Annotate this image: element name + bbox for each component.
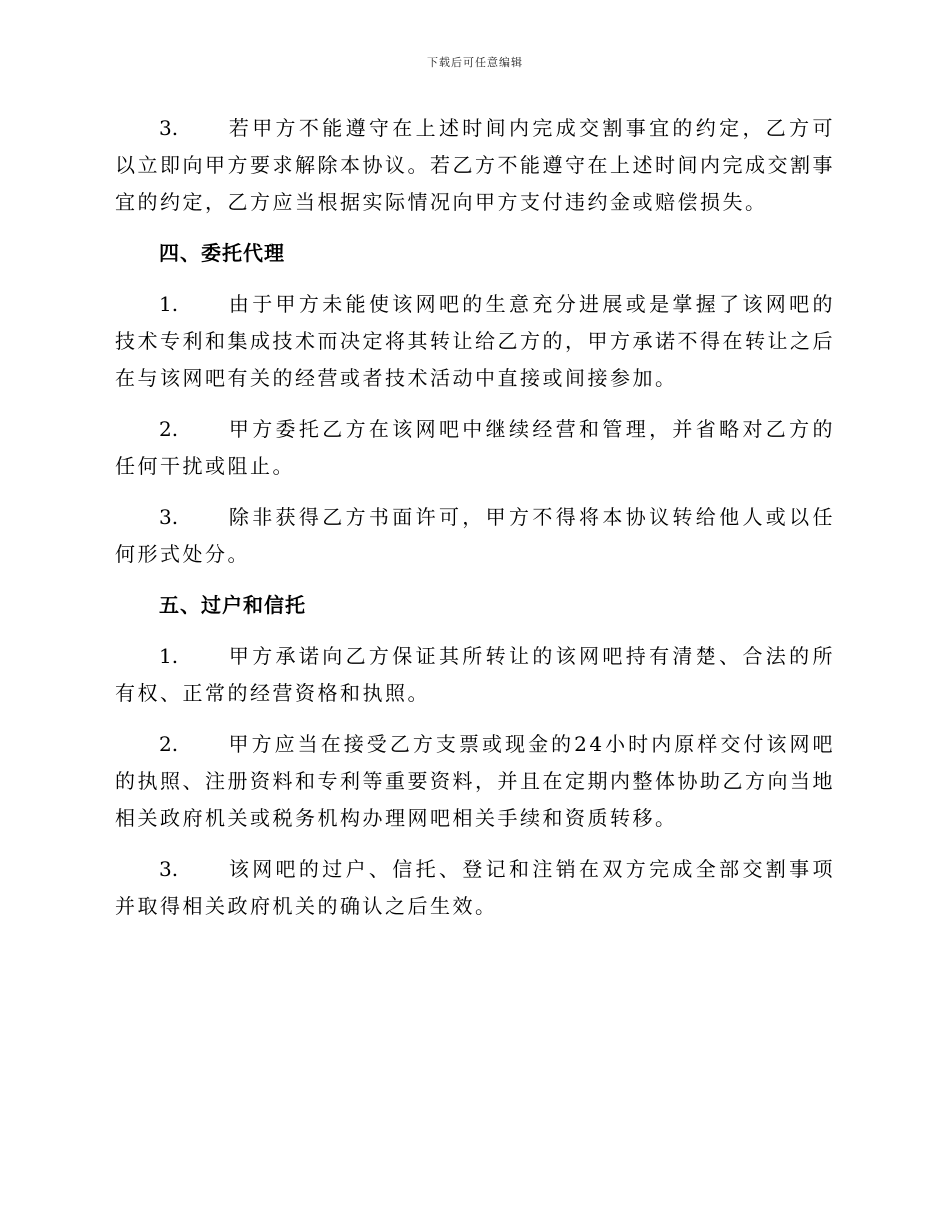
clause-number: 3. (159, 857, 179, 881)
section-heading-4: 四、委托代理 (159, 241, 285, 265)
clause-text: 若甲方不能遵守在上述时间内完成交割事宜的约定，乙方可以立即向甲方要求解除本协议。若乙方不能遵守在上述时间内完成交割事宜的约定，乙方应当根据实际情况向甲方支付违约金或赔偿损失。 (115, 116, 835, 214)
clause-5-1 (115, 638, 835, 712)
clause-number: 3. (159, 505, 179, 529)
page-header-note: 下载后可任意编辑 (427, 56, 523, 69)
clause-number: 1. (159, 292, 179, 316)
clause-5-3 (115, 851, 835, 925)
clause-5-2 (115, 726, 835, 837)
clause-number: 3. (159, 116, 179, 140)
section-heading-5: 五、过户和信托 (159, 593, 306, 617)
clause-number: 1. (159, 644, 179, 668)
clause-text: 由于甲方未能使该网吧的生意充分进展或是掌握了该网吧的技术专利和集成技术而决定将其转让给乙方的，甲方承诺不得在转让之后在与该网吧有关的经营或者技术活动中直接或间接参加。 (115, 292, 835, 390)
clause-4-2 (115, 411, 835, 485)
clause-3-3 (115, 110, 835, 221)
document-body (115, 110, 835, 939)
clause-text: 甲方承诺向乙方保证其所转让的该网吧持有清楚、合法的所有权、正常的经营资格和执照。 (115, 644, 835, 705)
clause-number: 2. (159, 417, 179, 441)
clause-4-3 (115, 499, 835, 573)
clause-text: 甲方应当在接受乙方支票或现金的24小时内原样交付该网吧的执照、注册资料和专利等重要资料，并且在定期内整体协助乙方向当地相关政府机关或税务机构办理网吧相关手续和资质转移。 (115, 732, 835, 830)
clause-text: 该网吧的过户、信托、登记和注销在双方完成全部交割事项并取得相关政府机关的确认之后生效。 (115, 857, 835, 918)
clause-text: 甲方委托乙方在该网吧中继续经营和管理，并省略对乙方的任何干扰或阻止。 (115, 417, 835, 478)
clause-text: 除非获得乙方书面许可，甲方不得将本协议转给他人或以任何形式处分。 (115, 505, 835, 566)
clause-4-1 (115, 286, 835, 397)
clause-number: 2. (159, 732, 179, 756)
